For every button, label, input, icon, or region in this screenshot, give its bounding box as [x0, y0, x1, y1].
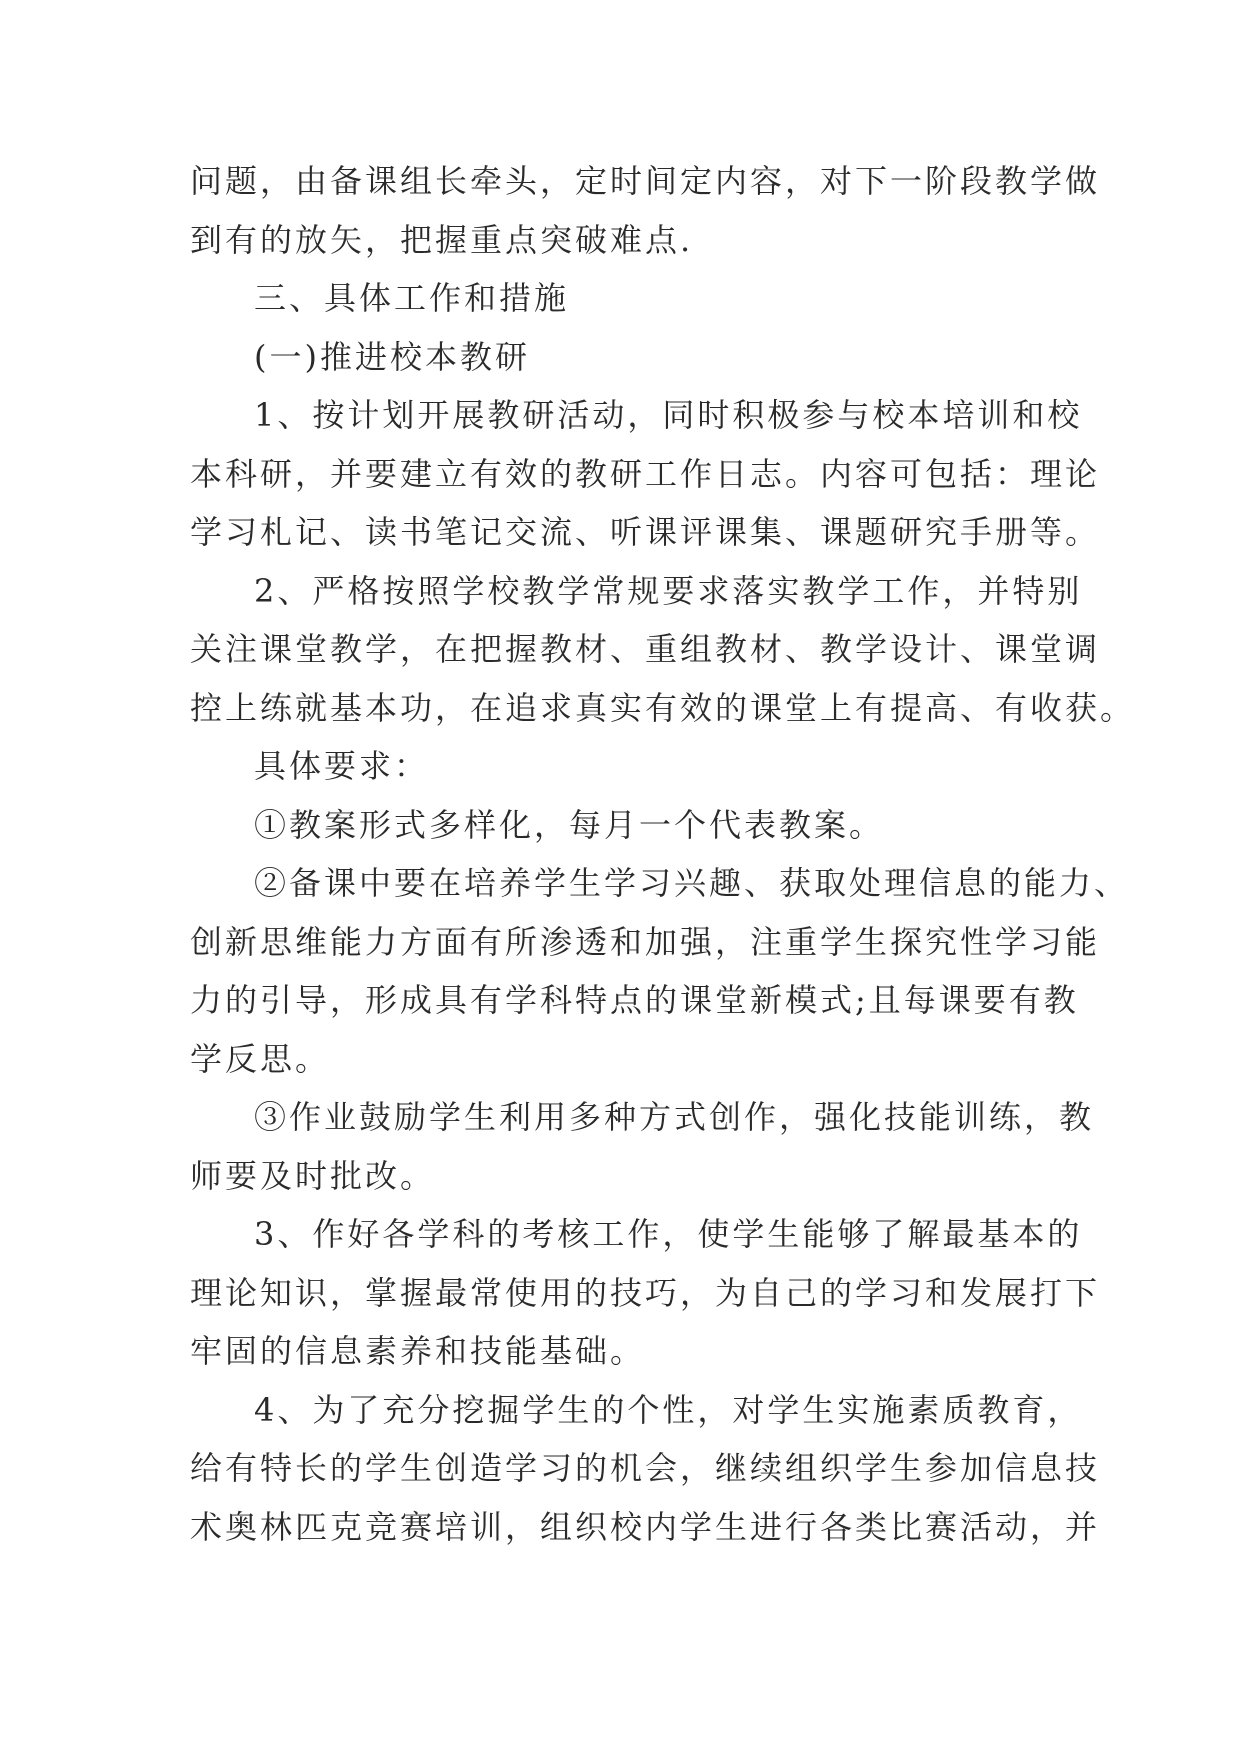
text-line: ②备课中要在培养学生学习兴趣、获取处理信息的能力、 — [254, 864, 1130, 902]
text-line: 牢固的信息素养和技能基础。 — [190, 1332, 646, 1370]
text-line: 到有的放矢，把握重点突破难点. — [190, 220, 694, 259]
text-line: 力的引导，形成具有学科特点的课堂新模式;且每课要有教 — [190, 981, 1079, 1019]
text-line: 师要及时批改。 — [190, 1156, 436, 1195]
text-line: ①教案形式多样化，每月一个代表教案。 — [254, 805, 885, 844]
text-line: 具体要求： — [254, 747, 430, 785]
text-line: 3、作好各学科的考核工作，使学生能够了解最基本的 — [254, 1215, 1083, 1253]
text-line: 控上练就基本功，在追求真实有效的课堂上有提高、有收获。 — [190, 688, 1136, 727]
text-line: 学反思。 — [190, 1039, 331, 1078]
text-line: 2、严格按照学校教学常规要求落实教学工作，并特别 — [254, 571, 1083, 610]
text-line: 问题，由备课组长牵头，定时间定内容，对下一阶段教学做 — [190, 162, 1101, 200]
text-line: 学习札记、读书笔记交流、听课评课集、课题研究手册等。 — [190, 513, 1101, 551]
text-line: 本科研，并要建立有效的教研工作日志。内容可包括：理论 — [190, 454, 1101, 493]
section-heading: 三、具体工作和措施 — [254, 279, 570, 317]
text-line: 4、为了充分挖掘学生的个性，对学生实施素质教育， — [254, 1390, 1083, 1429]
text-line: 1、按计划开展教研活动，同时积极参与校本培训和校 — [254, 396, 1083, 434]
text-line: 术奥林匹克竞赛培训，组织校内学生进行各类比赛活动，并 — [190, 1507, 1101, 1546]
text-line: 关注课堂教学，在把握教材、重组教材、教学设计、课堂调 — [190, 630, 1101, 668]
text-line: 创新思维能力方面有所渗透和加强，注重学生探究性学习能 — [190, 922, 1101, 961]
text-line: ③作业鼓励学生利用多种方式创作，强化技能训练，教 — [254, 1098, 1095, 1136]
text-line: 给有特长的学生创造学习的机会，继续组织学生参加信息技 — [190, 1449, 1101, 1487]
text-line: 理论知识，掌握最常使用的技巧，为自己的学习和发展打下 — [190, 1273, 1101, 1312]
document-body — [190, 152, 1136, 1556]
subsection-heading: (一)推进校本教研 — [254, 337, 530, 376]
